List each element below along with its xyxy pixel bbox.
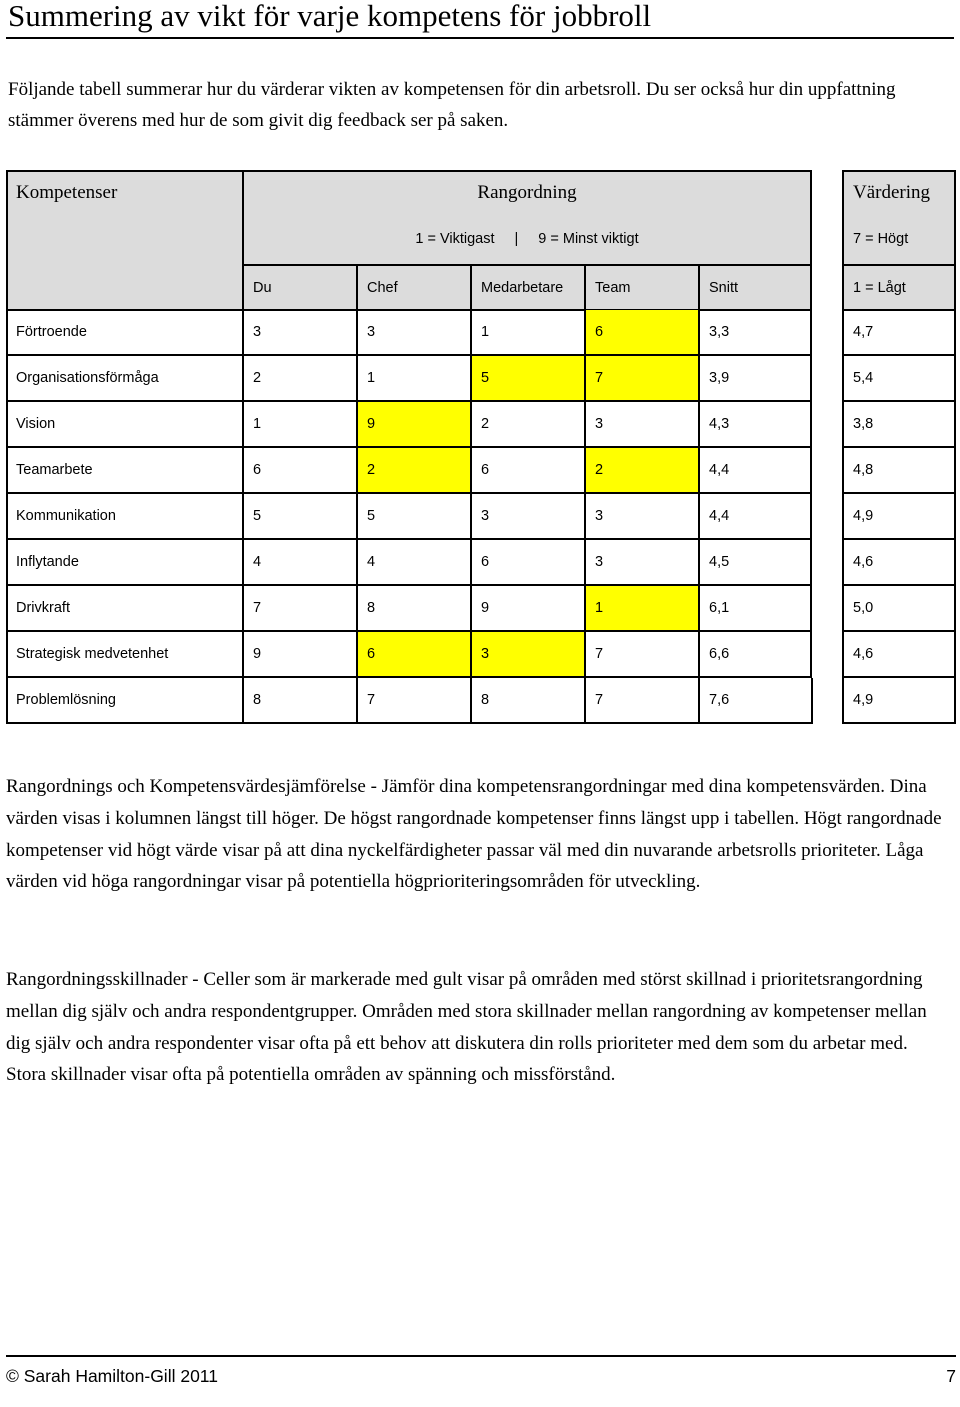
footer-page-number: 7	[946, 1366, 956, 1386]
cell-du: 7	[242, 586, 356, 632]
cell-vardering: 5,4	[842, 356, 956, 402]
cell-chef: 7	[356, 678, 470, 724]
cell-team: 2	[584, 448, 698, 494]
cell-team: 7	[584, 678, 698, 724]
row-label: Strategisk medvetenhet	[6, 632, 242, 678]
snitt-right-edge	[811, 678, 813, 724]
cell-chef: 9	[356, 402, 470, 448]
header-value-low: 1 = Lågt	[842, 264, 956, 311]
cell-medarbetare: 6	[470, 448, 584, 494]
footer-copyright: © Sarah Hamilton-Gill 2011	[6, 1366, 218, 1386]
row-label: Förtroende	[6, 310, 242, 356]
column-header-chef: Chef	[356, 264, 470, 311]
cell-du: 8	[242, 678, 356, 724]
cell-medarbetare: 3	[470, 632, 584, 678]
cell-snitt: 4,4	[698, 448, 812, 494]
scale-best-label: 1 = Viktigast	[415, 231, 495, 247]
cell-vardering: 4,8	[842, 448, 956, 494]
ranking-comparison-paragraph: Rangordnings och Kompetensvärdesjämförelse - Jämför dina kompetensrangordningar med dina kompetensvärden. Dina värden visas i kolumnen längst till höger. De högst rangordnade kompetenser finns längst upp i tabellen. Högt rangordnade kompetenser vid högt värde visar på att dina nyckelfärdigheter passar väl med din nuvarande arbetsrolls prioriteter. Låga värden vid höga rangordningar visar på potentiella högprioriteringsområden för utveckling.	[6, 776, 942, 893]
ranking-differences-paragraph: Rangordningsskillnader - Celler som är markerade med gult visar på områden med störst skillnad i prioritetsrangordning mellan dig själv och andra respondentgrupper. Områden med stora skillnader mellan rangordning av kompetenser mellan dig själv och andra respondenter visar ofta på ett behov att diskutera din rolls prioriteter med dem som du arbetar med. Stora skillnader visar ofta på potentiella områden av spänning och missförstånd.	[6, 969, 927, 1086]
cell-vardering: 4,7	[842, 310, 956, 356]
header-rangordning: Rangordning	[242, 170, 812, 217]
cell-snitt: 4,3	[698, 402, 812, 448]
cell-medarbetare: 2	[470, 402, 584, 448]
cell-du: 2	[242, 356, 356, 402]
cell-chef: 2	[356, 448, 470, 494]
footer-rule	[6, 1355, 956, 1357]
cell-vardering: 4,6	[842, 540, 956, 586]
row-label: Kommunikation	[6, 494, 242, 540]
cell-chef: 8	[356, 586, 470, 632]
cell-du: 4	[242, 540, 356, 586]
cell-medarbetare: 3	[470, 494, 584, 540]
intro-paragraph: Följande tabell summerar hur du värderar vikten av kompetensen för din arbetsroll. Du ser också hur din uppfattning stämmer överens med hur de som givit dig feedback ser på saken.	[8, 79, 896, 131]
cell-chef: 4	[356, 540, 470, 586]
cell-snitt: 3,3	[698, 310, 812, 356]
cell-du: 6	[242, 448, 356, 494]
column-header-snitt: Snitt	[698, 264, 812, 311]
cell-du: 3	[242, 310, 356, 356]
cell-team: 1	[584, 586, 698, 632]
cell-vardering: 3,8	[842, 402, 956, 448]
scale-worst-label: 9 = Minst viktigt	[538, 231, 639, 247]
cell-vardering: 4,9	[842, 678, 956, 724]
cell-medarbetare: 5	[470, 356, 584, 402]
row-label: Teamarbete	[6, 448, 242, 494]
cell-team: 7	[584, 356, 698, 402]
cell-chef: 3	[356, 310, 470, 356]
cell-chef: 5	[356, 494, 470, 540]
scale-separator: |	[514, 231, 519, 247]
row-label: Drivkraft	[6, 586, 242, 632]
cell-team: 3	[584, 402, 698, 448]
cell-vardering: 4,6	[842, 632, 956, 678]
header-scale	[242, 217, 812, 264]
cell-vardering: 5,0	[842, 586, 956, 632]
cell-medarbetare: 8	[470, 678, 584, 724]
column-header-team: Team	[584, 264, 698, 311]
cell-du: 9	[242, 632, 356, 678]
cell-du: 5	[242, 494, 356, 540]
cell-medarbetare: 1	[470, 310, 584, 356]
cell-medarbetare: 6	[470, 540, 584, 586]
cell-team: 6	[584, 310, 698, 356]
row-label: Inflytande	[6, 540, 242, 586]
column-header-du: Du	[242, 264, 356, 311]
row-label: Vision	[6, 402, 242, 448]
cell-snitt: 6,1	[698, 586, 812, 632]
column-header-medarbetare: Medarbetare	[470, 264, 584, 311]
cell-snitt: 6,6	[698, 632, 812, 678]
cell-chef: 1	[356, 356, 470, 402]
cell-snitt: 4,4	[698, 494, 812, 540]
header-vardering: Värdering	[842, 170, 956, 217]
page-title: Summering av vikt för varje kompetens för jobbroll	[8, 0, 652, 33]
cell-team: 3	[584, 494, 698, 540]
header-value-high: 7 = Högt	[842, 217, 956, 264]
cell-snitt: 7,6	[698, 678, 812, 724]
cell-du: 1	[242, 402, 356, 448]
cell-vardering: 4,9	[842, 494, 956, 540]
row-label: Organisationsförmåga	[6, 356, 242, 402]
cell-team: 7	[584, 632, 698, 678]
cell-snitt: 4,5	[698, 540, 812, 586]
cell-medarbetare: 9	[470, 586, 584, 632]
row-label: Problemlösning	[6, 678, 242, 724]
header-kompetenser: Kompetenser	[6, 170, 242, 311]
cell-snitt: 3,9	[698, 356, 812, 402]
cell-chef: 6	[356, 632, 470, 678]
cell-team: 3	[584, 540, 698, 586]
